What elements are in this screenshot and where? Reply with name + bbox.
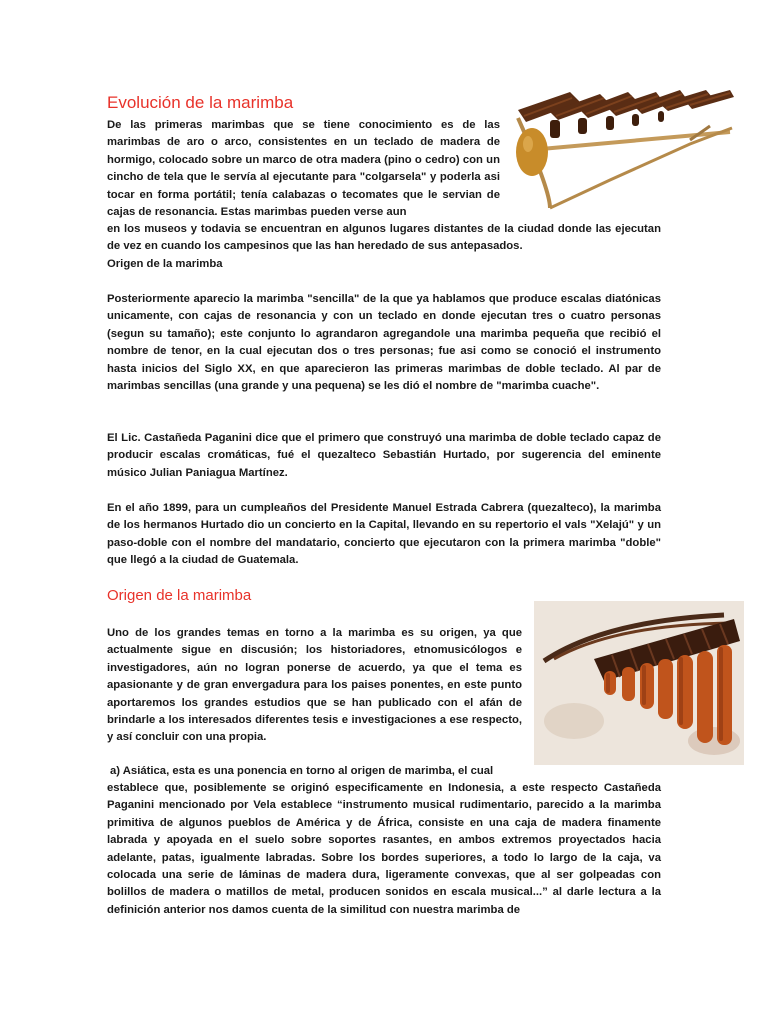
section-title-origen: Origen de la marimba — [107, 587, 252, 604]
paragraph-asiatica-first-line: a) Asiática, esta es una ponencia en torno al origen de marimba, el cual — [110, 765, 494, 777]
paragraph-ano-1899: En el año 1899, para un cumpleaños del Presidente Manuel Estrada Cabrera (quezalteco), la marimba de los hermanos Hurtado dio un concierto en la Capital, llevando en su repertorio el vals "Xelajú" y un paso-doble con el nombre del mandatario, concierto que ejecutaron con la primera marimba "doble" que llegó a la ciudad de Guatemala. — [107, 502, 661, 567]
paragraph-castaneda-paganini: El Lic. Castañeda Paganini dice que el primero que construyó una marimba de doble teclado capaz de producir escalas cromáticas, fué el quezalteco Sebastián Hurtado, por sugerencia del eminente músico Julian Paniagua Martínez. — [107, 432, 661, 479]
paragraph-marimba-de-arco: De las primeras marimbas que se tiene conocimiento es de las marimbas de aro o arco, consistentes en un teclado de madera de hormigo, colocado sobre un marco de otra madera (pino o cedro) con un cincho de tela que le servía al ejecutante para "colgarsela" y poderla asi tocar en forma portátil; tenía calabazas o tecomates que le servian de cajas de resonancia. Estas marimbas pueden verse aun — [107, 119, 500, 219]
hanging-marimba-photo — [534, 601, 744, 765]
inline-subtitle-origen: Origen de la marimba — [107, 258, 223, 270]
paragraph-marimba-sencilla: Posteriormente aparecio la marimba "sencilla" de la que ya hablamos que produce escalas diatónicas unicamente, con cajas de resonancia y con un teclado en donde ejecutan tres o cuatro personas (segun su tamaño); este conjunto lo agrandaron agregandole una marimba pequeña que recibió el nombre de tenor, en la cual ejecutan dos o tres personas; fue asi como se conoció el instrumento hasta inicios del Siglo XX, en que aparecieron las primeras marimbas de doble teclado. Al par de marimbas sencillas (una grande y una pequena) se les dió el nombre de "marimba cuache". — [107, 293, 661, 393]
marimba-de-arco-photo — [510, 80, 738, 218]
paragraph-asiatica: establece que, posiblemente se originó especificamente en Indonesia, a este respecto Castañeda Paganini mencionado por Vela establece “instrumento musical rudimentario, parecido a la marimba primitiva de algunos pueblos de América y de África, consiste en una caja de madera finamente labrada y apoyada en el suelo sobre soportes rasantes, en ambos extremos proyectados hacia adelante, patas, igualmente labradas. Sobre los bordes superiores, a todo lo largo de la caja, va colocada una serie de láminas de madera dura, ligeramente convexas, que al ser golpeadas con bolillos de madera o matillos de metal, producen sonidos en escala musical...” al darle lectura a la definición anterior nos damos cuenta de la similitud con nuestra marimba de — [107, 782, 661, 916]
paragraph-origen-intro: Uno de los grandes temas en torno a la marimba es su origen, ya que actualmente sigue en discusión; los historiadores, etnomusicólogos e investigadores, aún no logran ponerse de acuerdo, ya que el tema es apasionante y de gran envergadura para los paises ponentes, en este punto aportaremos los grandes estudios que se han publicado con el afán de brindarle a los interesados diferentes tesis e investigaciones a ese respecto, y así concluir con una propia. — [107, 627, 522, 744]
paragraph-marimba-de-arco-continued: en los museos y todavia se encuentran en algunos lugares distantes de la ciudad donde las ejecutan de vez en cuando los campesinos que las han heredado de sus antepasados. — [107, 223, 661, 253]
section-title-evolucion: Evolución de la marimba — [107, 93, 294, 112]
